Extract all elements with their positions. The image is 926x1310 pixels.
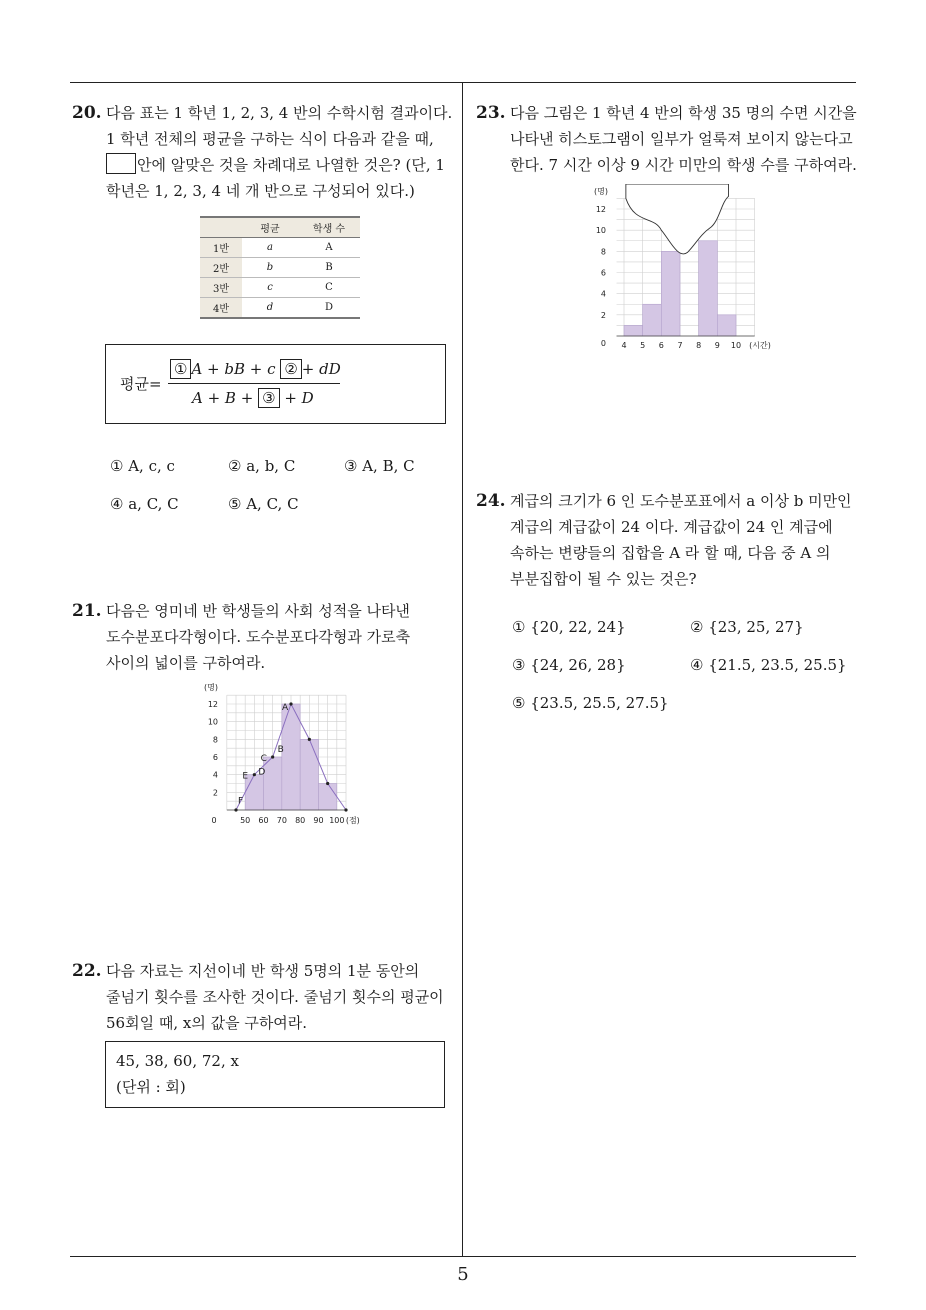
histogram-bar: [661, 251, 680, 336]
formula-denominator: A + B + ③ + D: [192, 389, 314, 407]
table-row: [200, 298, 360, 319]
x-axis-label: (점): [345, 816, 360, 825]
option-2[interactable]: ② a, b, C: [228, 457, 296, 475]
polygon-point: [344, 808, 347, 811]
question-line: 1 학년 전체의 평균을 구하는 식이 다음과 같을 때,: [106, 130, 434, 148]
polygon-point: [308, 738, 311, 741]
table-cell: A: [298, 238, 360, 258]
x-tick-label: 10: [730, 341, 742, 350]
point-label: E: [242, 771, 249, 782]
option-3[interactable]: ③ A, B, C: [344, 457, 415, 475]
blank-box-1: ①: [170, 359, 191, 379]
average-formula-box: [105, 344, 446, 424]
option-4[interactable]: ④ a, C, C: [110, 495, 179, 513]
question-line: 사이의 넓이를 구하여라.: [106, 654, 266, 672]
class-results-table: [200, 216, 360, 319]
question-number: 21.: [72, 601, 102, 621]
question-23: [476, 100, 861, 178]
histogram-bar: [699, 241, 718, 336]
point-label: D: [258, 767, 266, 778]
polygon-point: [271, 755, 274, 758]
x-tick-label: 60: [258, 816, 269, 825]
table-header: 평균: [242, 217, 298, 238]
option-1[interactable]: ① {20, 22, 24}: [512, 618, 626, 636]
table-cell: 4반: [200, 298, 242, 319]
page-number: 5: [457, 1264, 469, 1285]
data-values: 45, 38, 60, 72, x: [116, 1052, 239, 1070]
sleep-histogram-chart: [594, 184, 794, 356]
question-line: 계급의 크기가 6 인 도수분포표에서 a 이상 b 미만인: [510, 492, 852, 510]
bottom-rule: [70, 1256, 856, 1257]
x-tick-label: 7: [677, 341, 683, 350]
question-line: 부분집합이 될 수 있는 것은?: [510, 570, 697, 588]
question-line: 다음 그림은 1 학년 4 반의 학생 35 명의 수면 시간을: [510, 104, 857, 122]
table-cell: C: [298, 278, 360, 298]
x-tick-label: 0: [211, 816, 217, 825]
question-number: 23.: [476, 103, 506, 123]
question-line: 속하는 변량들의 집합을 A 라 할 때, 다음 중 A 의: [510, 544, 831, 562]
table-row: [200, 258, 360, 278]
table-cell: b: [242, 258, 298, 278]
x-tick-label: 100: [329, 816, 345, 825]
x-tick-label: 50: [240, 816, 251, 825]
question-line: 한다. 7 시간 이상 9 시간 미만의 학생 수를 구하여라.: [510, 156, 857, 174]
option-4[interactable]: ④ {21.5, 23.5, 25.5}: [690, 656, 847, 674]
histogram-bar: [624, 325, 643, 336]
table-cell: B: [298, 258, 360, 278]
question-line: 다음은 영미네 반 학생들의 사회 성적을 나타낸: [106, 602, 410, 620]
table-row: [200, 238, 360, 258]
table-header: [200, 217, 242, 238]
fraction-bar: [168, 383, 340, 384]
question-20: [72, 100, 457, 204]
histogram-bar: [717, 315, 736, 336]
option-5[interactable]: ⑤ {23.5, 25.5, 27.5}: [512, 694, 669, 712]
histogram-bar: [264, 757, 282, 810]
point-label: F: [238, 796, 244, 807]
polygon-point: [289, 702, 292, 705]
y-tick-label: 8: [600, 247, 606, 257]
option-3[interactable]: ③ {24, 26, 28}: [512, 656, 626, 674]
y-tick-label: 0: [600, 339, 606, 348]
polygon-point: [234, 808, 237, 811]
y-tick-label: 2: [212, 788, 218, 798]
question-line: 56회일 때, x의 값을 구하여라.: [106, 1014, 308, 1032]
polygon-point: [253, 773, 256, 776]
question-line: 줄넘기 횟수를 조사한 것이다. 줄넘기 횟수의 평균이: [106, 988, 444, 1006]
y-tick-label: 6: [212, 753, 218, 762]
frequency-polygon-chart: [196, 678, 366, 828]
y-tick-label: 2: [600, 310, 606, 320]
table-cell: d: [242, 298, 298, 319]
y-tick-label: 12: [595, 205, 606, 214]
y-tick-label: 8: [212, 735, 218, 745]
data-unit: (단위 : 회): [116, 1078, 186, 1096]
histogram-bar: [643, 304, 662, 336]
formula-label: 평균=: [120, 375, 162, 393]
question-line: 도수분포다각형이다. 도수분포다각형과 가로축: [106, 628, 411, 646]
table-cell: D: [298, 298, 360, 319]
question-21: [72, 598, 457, 676]
option-1[interactable]: ① A, c, c: [110, 457, 175, 475]
table-cell: c: [242, 278, 298, 298]
question-line: 다음 표는 1 학년 1, 2, 3, 4 반의 수학시험 결과이다.: [106, 104, 453, 122]
question-line: 학년은 1, 2, 3, 4 네 개 반으로 구성되어 있다.): [106, 182, 415, 200]
table-header: 학생 수: [298, 217, 360, 238]
y-tick-label: 10: [207, 717, 218, 727]
x-tick-label: 80: [295, 816, 306, 825]
blank-box-2: ②: [280, 359, 301, 379]
option-5[interactable]: ⑤ A, C, C: [228, 495, 299, 513]
y-tick-label: 4: [212, 770, 218, 780]
question-line: 다음 자료는 지선이네 반 학생 5명의 1분 동안의: [106, 962, 420, 980]
x-axis-label: (시간): [749, 341, 771, 350]
y-tick-label: 6: [600, 268, 606, 278]
x-tick-label: 70: [276, 816, 287, 825]
table-cell: 2반: [200, 258, 242, 278]
y-tick-label: 12: [207, 700, 218, 709]
top-rule: [70, 82, 856, 83]
answer-blank: [106, 153, 136, 174]
table-cell: a: [242, 238, 298, 258]
x-tick-label: 9: [714, 341, 720, 350]
y-axis-label: (명): [204, 683, 218, 692]
x-tick-label: 5: [640, 341, 646, 350]
question-number: 20.: [72, 103, 102, 123]
x-tick-label: 4: [621, 341, 627, 350]
question-line: 안에 알맞은 것을 차례대로 나열한 것은? (단, 1: [137, 156, 445, 174]
histogram-bar: [300, 739, 318, 810]
y-axis-label: (명): [594, 187, 608, 196]
y-tick-label: 10: [595, 226, 606, 236]
x-tick-label: 8: [696, 341, 702, 350]
question-line: 계급의 계급값이 24 이다. 계급값이 24 인 계급에: [510, 518, 833, 536]
histogram-bar: [282, 704, 300, 810]
polygon-point: [326, 782, 329, 785]
x-tick-label: 90: [313, 816, 324, 825]
column-divider: [462, 82, 463, 1257]
formula-numerator: ① A + bB + c ② + dD: [170, 359, 341, 379]
y-tick-label: 4: [600, 289, 606, 299]
question-number: 24.: [476, 491, 506, 511]
question-number: 22.: [72, 961, 102, 981]
table-cell: 3반: [200, 278, 242, 298]
point-label: C: [260, 754, 267, 764]
table-row: [200, 278, 360, 298]
question-22: [72, 958, 457, 1036]
point-label: A: [282, 703, 289, 713]
jump-rope-data-box: [105, 1041, 445, 1108]
option-2[interactable]: ② {23, 25, 27}: [690, 618, 804, 636]
question-24: [476, 488, 861, 592]
blank-box-3: ③: [258, 388, 279, 408]
x-tick-label: 6: [658, 341, 664, 350]
histogram-bar: [319, 784, 337, 811]
table-cell: 1반: [200, 238, 242, 258]
question-line: 나타낸 히스토그램이 일부가 얼룩져 보이지 않는다고: [510, 130, 853, 148]
point-label: B: [277, 745, 284, 755]
